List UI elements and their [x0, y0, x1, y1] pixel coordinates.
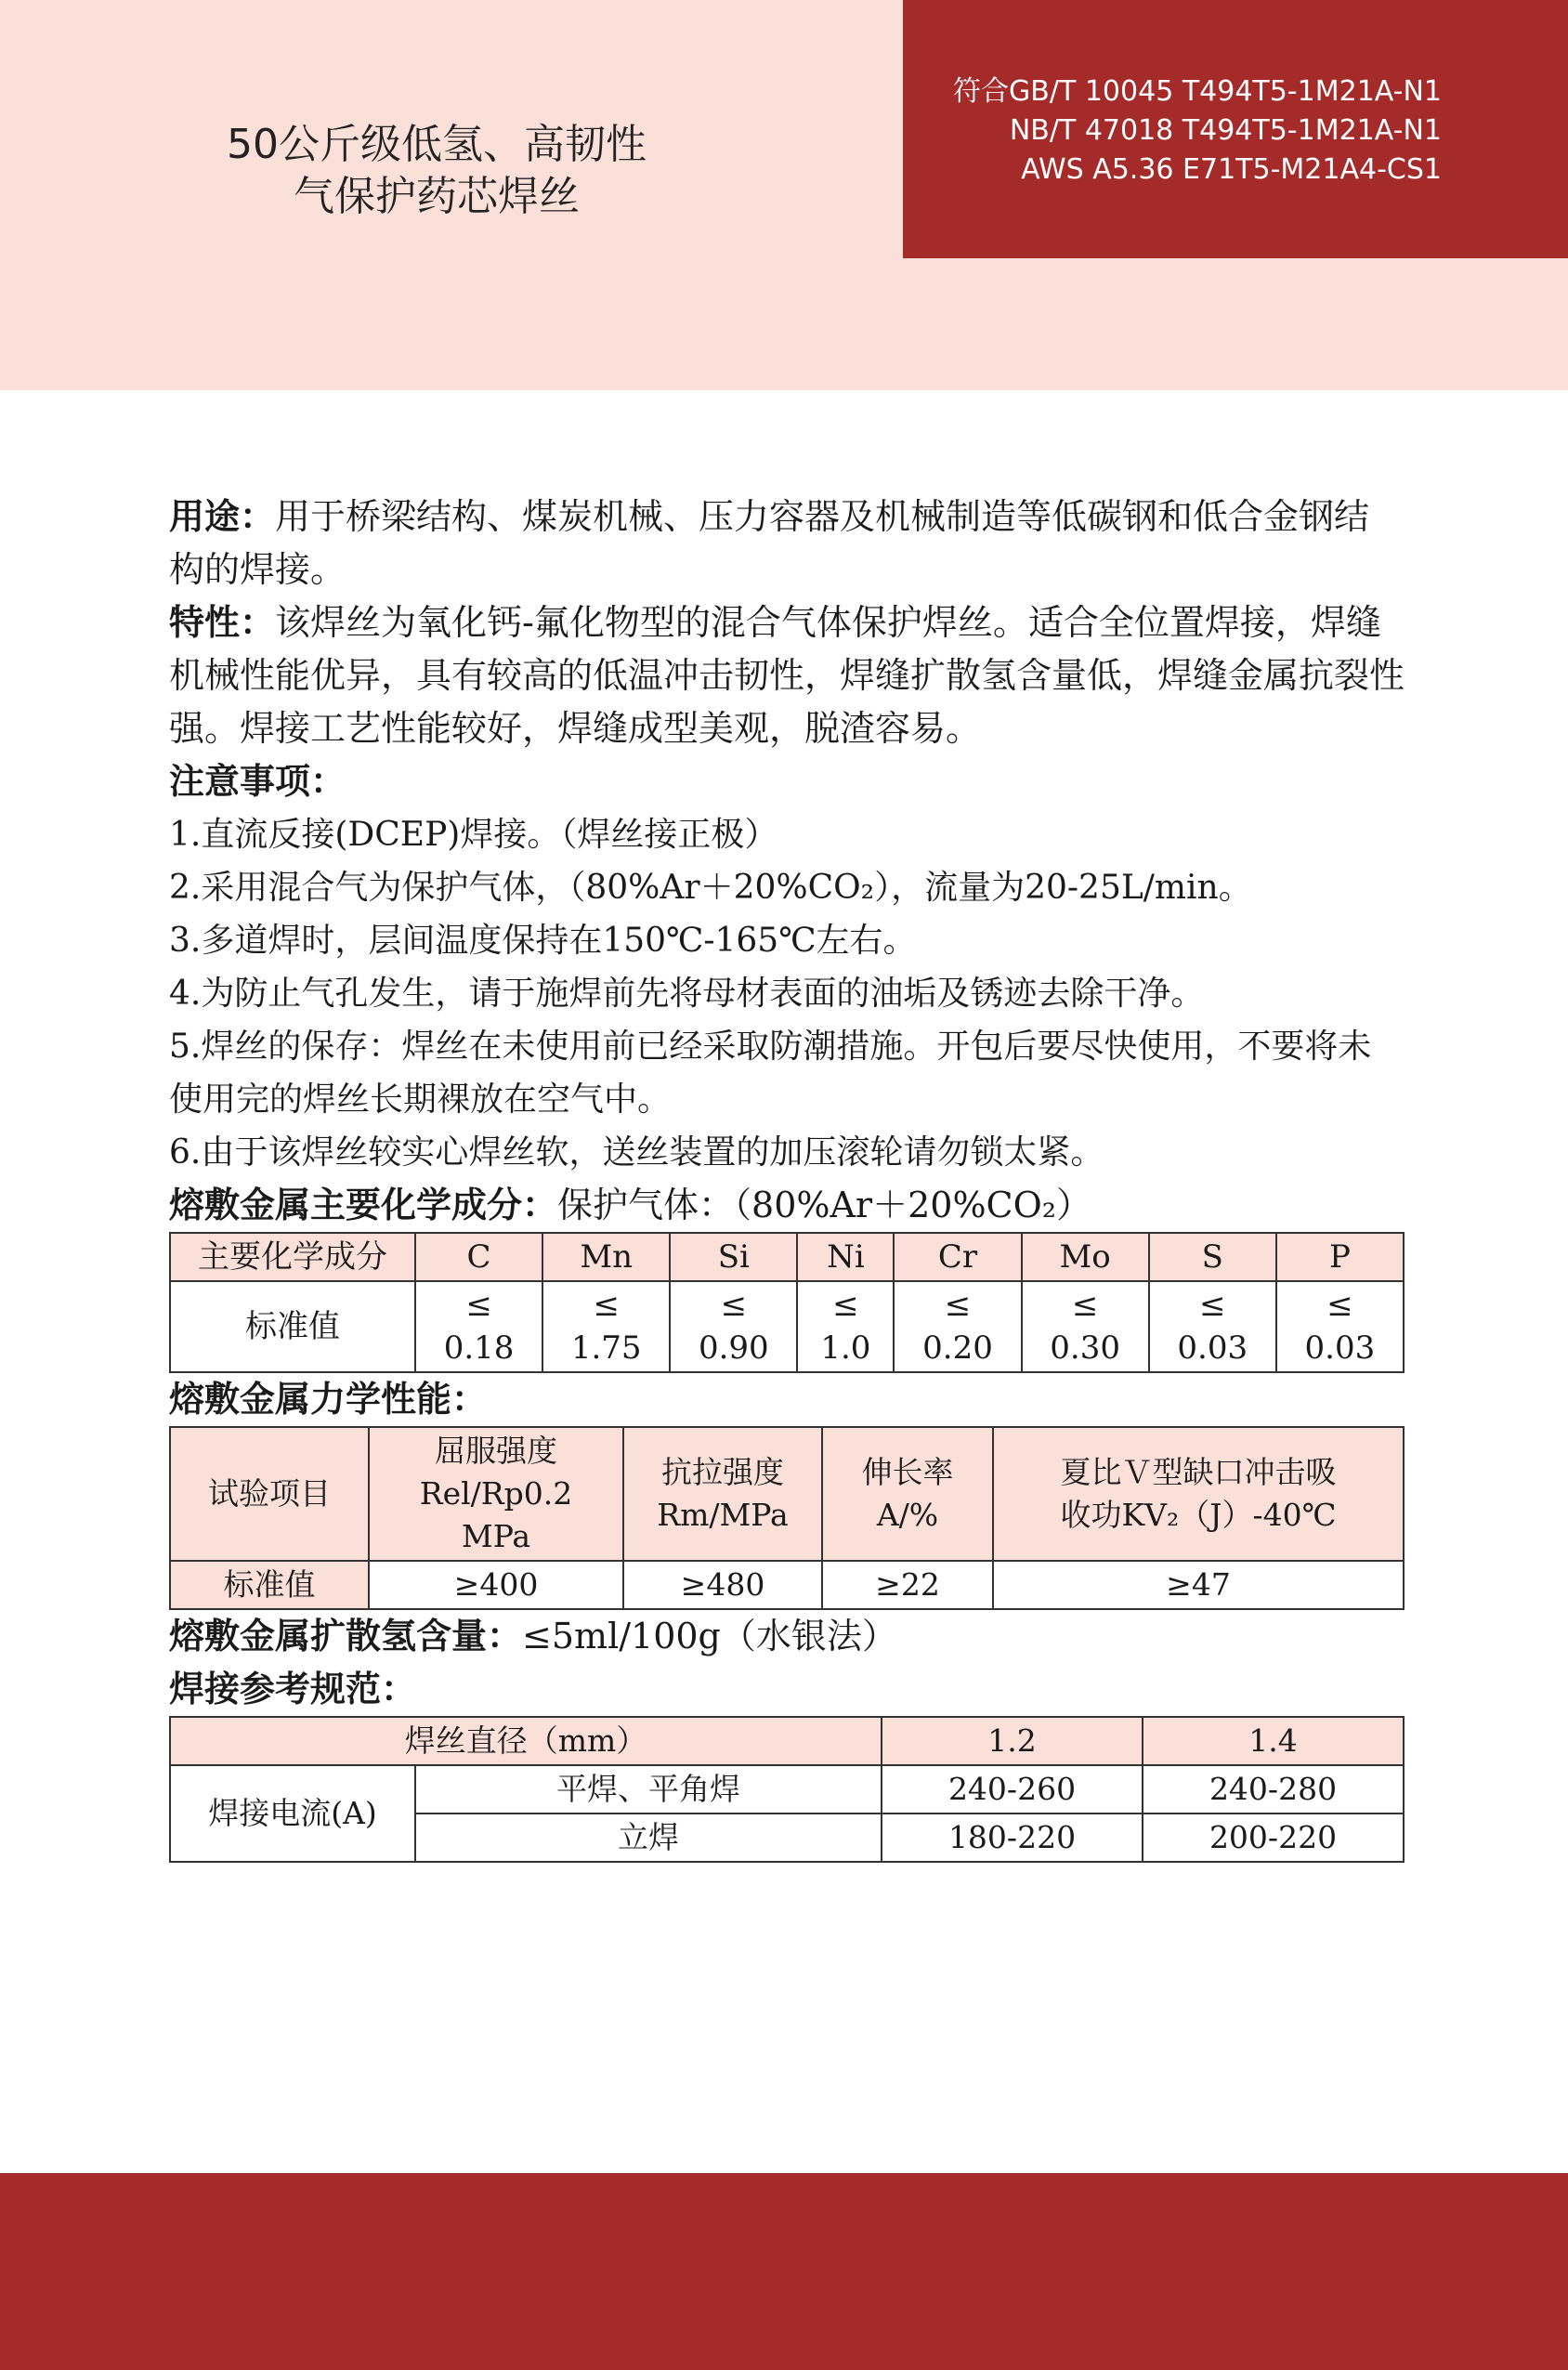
note-item-2: 2.采用混合气为保护气体，（80%Ar＋20%CO₂），流量为20-25L/min。: [169, 869, 1252, 907]
chem-value-row: [170, 1281, 1404, 1372]
mech-header-yield: [369, 1427, 623, 1561]
chem-row-label: 标准值: [170, 1281, 415, 1372]
chem-label: 熔敷金属主要化学成分：: [169, 1185, 558, 1225]
chem-gas: 保护气体：（80%Ar＋20%CO₂）: [557, 1185, 1092, 1225]
chem-value-cell: [1276, 1281, 1404, 1372]
features-label: 特性：: [169, 602, 276, 643]
le-symbol: ≤: [465, 1287, 492, 1324]
welding-current-label: 焊接电流(A): [170, 1765, 415, 1862]
mech-value: ≥480: [623, 1561, 822, 1609]
mech-value-row: [170, 1561, 1404, 1609]
mech-header-yield-line2: Rel/Rp0.2 MPa: [419, 1475, 604, 1554]
welding-current-value: 240-260: [882, 1765, 1143, 1814]
standard-gb: 符合GB/T 10045 T494T5-1M21A-N1: [953, 75, 1442, 108]
product-title: [186, 119, 687, 223]
chem-value: 0.03: [1304, 1329, 1376, 1367]
note-item-6: 6.由于该焊丝较实心焊丝软，送丝装置的加压滚轮请勿锁太紧。: [169, 1133, 1104, 1172]
mech-header-elongation: [822, 1427, 993, 1561]
chem-heading: [169, 1179, 1405, 1232]
welding-row: [170, 1765, 1404, 1814]
note-item-4: 4.为防止气孔发生，请于施焊前先将母材表面的油垢及锈迹去除干净。: [169, 975, 1205, 1013]
welding-diameter-header: 焊丝直径（mm）: [170, 1717, 882, 1765]
welding-current-value: 240-280: [1143, 1765, 1404, 1814]
chem-value-cell: [797, 1281, 894, 1372]
mech-header-impact: [993, 1427, 1404, 1561]
welding-header-row: [170, 1717, 1404, 1765]
le-symbol: ≤: [1071, 1287, 1099, 1324]
chem-value: 1.75: [570, 1329, 642, 1367]
note-item-5: 5.焊丝的保存：焊丝在未使用前已经采取防潮措施。开包后要尽快使用，不要将未使用完的焊丝长期裸放在空气中。: [169, 1028, 1372, 1119]
le-symbol: ≤: [593, 1287, 620, 1324]
mech-header-tensile-line2: Rm/MPa: [657, 1497, 789, 1533]
hydrogen-paragraph: [169, 1610, 1405, 1663]
welding-current-value: 200-220: [1143, 1814, 1404, 1862]
welding-diameter: 1.4: [1143, 1717, 1404, 1765]
chem-value-cell: [415, 1281, 542, 1372]
spec-content: [169, 491, 1405, 1863]
le-symbol: ≤: [720, 1287, 748, 1324]
le-symbol: ≤: [944, 1287, 972, 1324]
mech-header-yield-line1: 屈服强度: [435, 1433, 557, 1469]
mech-row-label: 标准值: [170, 1561, 369, 1609]
hydrogen-value: ≤5ml/100g（水银法）: [522, 1616, 897, 1656]
chem-value-cell: [670, 1281, 797, 1372]
welding-position: 平焊、平角焊: [415, 1765, 882, 1814]
mechanical-properties-table: [169, 1426, 1405, 1610]
chem-value: 0.30: [1050, 1329, 1120, 1367]
mech-label: 熔敷金属力学性能：: [169, 1379, 488, 1420]
le-symbol: ≤: [832, 1287, 859, 1324]
welding-current-value: 180-220: [882, 1814, 1143, 1862]
welding-label: 焊接参考规范：: [169, 1669, 417, 1709]
standard-nb: NB/T 47018 T494T5-1M21A-N1: [1009, 114, 1442, 147]
welding-parameters-table: [169, 1716, 1405, 1863]
mech-header-impact-line1: 夏比Ｖ型缺口冲击吸: [1060, 1454, 1337, 1490]
mech-value: ≥22: [822, 1561, 993, 1609]
chem-value-cell: [894, 1281, 1021, 1372]
chem-element: Mn: [542, 1233, 670, 1281]
mech-header-tensile-line1: 抗拉强度: [661, 1454, 784, 1490]
note-item-3: 3.多道焊时，层间温度保持在150℃-165℃左右。: [169, 922, 917, 960]
mech-header-item: 试验项目: [170, 1427, 369, 1561]
usage-text: 用于桥梁结构、煤炭机械、压力容器及机械制造等低碳钢和低合金钢结构的焊接。: [169, 496, 1370, 590]
chem-value: 0.90: [698, 1329, 769, 1367]
chem-element: Si: [670, 1233, 797, 1281]
welding-diameter: 1.2: [882, 1717, 1143, 1765]
welding-position: 立焊: [415, 1814, 882, 1862]
chem-element: Ni: [797, 1233, 894, 1281]
chem-value: 0.20: [922, 1329, 993, 1367]
chem-value: 1.0: [820, 1329, 871, 1367]
le-symbol: ≤: [1199, 1287, 1226, 1324]
features-text: 该焊丝为氧化钙-氟化物型的混合气体保护焊丝。适合全位置焊接，焊缝机械性能优异，具有较高的低温冲击韧性，焊缝扩散氢含量低，焊缝金属抗裂性强。焊接工艺性能较好，焊缝成型美观，脱渣容易。: [169, 602, 1405, 749]
chem-element: P: [1276, 1233, 1404, 1281]
chem-element: C: [415, 1233, 542, 1281]
chem-value: 0.03: [1177, 1329, 1248, 1367]
hydrogen-label: 熔敷金属扩散氢含量：: [169, 1616, 523, 1656]
chem-value: 0.18: [443, 1329, 515, 1367]
mech-value: ≥47: [993, 1561, 1404, 1609]
chem-element: Mo: [1022, 1233, 1149, 1281]
chem-element: Cr: [894, 1233, 1021, 1281]
notes-label: 注意事项：: [169, 761, 346, 802]
features-paragraph: [169, 596, 1405, 755]
chem-value-cell: [1022, 1281, 1149, 1372]
note-item-1: 1.直流反接(DCEP)焊接。（焊丝接正极）: [169, 816, 778, 854]
standards-box: [903, 0, 1568, 258]
mech-header-elongation-line2: A/%: [876, 1497, 939, 1533]
mech-header-row: [170, 1427, 1404, 1561]
footer-band: [0, 2173, 1568, 2370]
mech-header-impact-line2: 收功KV₂（J）-40℃: [1060, 1497, 1337, 1533]
chem-header-label: 主要化学成分: [170, 1233, 415, 1281]
product-title-line2: 气保护药芯焊丝: [294, 173, 580, 220]
chem-value-cell: [1149, 1281, 1276, 1372]
le-symbol: ≤: [1326, 1287, 1353, 1324]
usage-paragraph: [169, 491, 1405, 596]
mech-header-tensile: [623, 1427, 822, 1561]
product-title-line1: 50公斤级低氢、高韧性: [227, 121, 647, 168]
mech-value: ≥400: [369, 1561, 623, 1609]
standard-aws: AWS A5.36 E71T5-M21A4-CS1: [1021, 153, 1442, 186]
chem-value-cell: [542, 1281, 670, 1372]
chem-element: S: [1149, 1233, 1276, 1281]
chem-header-row: [170, 1233, 1404, 1281]
usage-label: 用途：: [169, 496, 276, 537]
chemical-composition-table: [169, 1232, 1405, 1373]
mech-header-elongation-line1: 伸长率: [861, 1454, 954, 1490]
